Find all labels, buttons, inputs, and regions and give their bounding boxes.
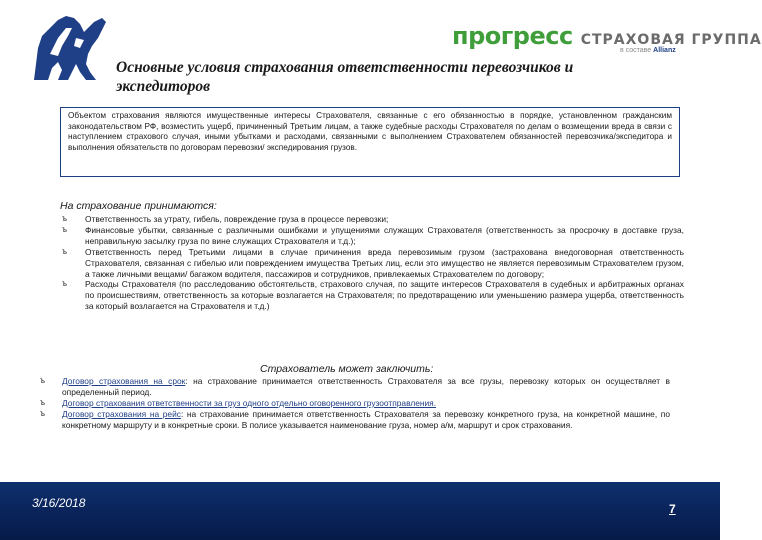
list-item: [62, 279, 684, 312]
brand-name: прогресс: [452, 22, 573, 50]
contract-trip-link[interactable]: Договор страхования на рейс: [62, 408, 181, 419]
contract-term-link[interactable]: Договор страхования на срок: [62, 376, 186, 386]
list-item-text: : на страхование принимается ответственность Страхователя за перевозку конкретного груза, на конкретной машине, по конкретному маршруту и в конкретные сроки. В полисе указывается наименование груза, номер а/м, маршрут и срок страхования.: [62, 408, 670, 430]
list-item: [40, 398, 670, 409]
page-title: Основные условия страхования ответственности перевозчиков и экспедиторов: [116, 59, 574, 95]
coverage-list: [62, 214, 684, 312]
list-item: [62, 247, 684, 280]
list-item: [40, 376, 670, 398]
list-item: [62, 225, 684, 247]
bullet-icon: ъ: [62, 279, 67, 289]
list-item-text: Финансовые убытки, связанные с различными ошибками и упущениями служащих Страхователя (ответственность за просрочку в доставке груза, неправильную засылку груза по вине служащих Страхователя и т.д.);: [85, 224, 684, 246]
contract-types-list: [40, 376, 670, 431]
list-item-text: Расходы Страхователя (по расследованию обстоятельств, страхового случая, по защите интересов Страхователя в судебных и арбитражных органах по происшествиям, ответственность за которые возлагается на Страхователя; по предотвращению или уменьшению размера ущерба, ответственность за который возлагается на Страхователя и т.д.): [85, 279, 684, 312]
brand-wordmark: [452, 22, 762, 52]
list-item: [40, 409, 670, 431]
brand-group: СТРАХОВАЯ ГРУППА: [580, 32, 762, 48]
bullet-icon: ъ: [40, 376, 45, 385]
bullet-icon: ъ: [62, 246, 67, 256]
bullet-icon: ъ: [62, 214, 67, 223]
brand-sub-partner: Allianz: [653, 47, 676, 54]
contract-single-shipment-link[interactable]: Договор страхования ответственности за груз одного отдельно оговоренного грузоотправления.: [62, 397, 437, 408]
bullet-icon: ъ: [40, 408, 45, 418]
list-item-text: Ответственность за утрату, гибель, повреждение груза в процессе перевозки;: [85, 214, 389, 224]
definition-box: Объектом страхования являются имущественные интересы Страхователя, связанные с его обязанностью в порядке, установленном гражданским законодательством РФ, возместить ущерб, причиненный Третьим лицам, а также судебные расходы Страхователя по делам о возмещении вреда в связи с наступлением страхового случая, иными убытками и расходами, связанными с выполнением Страхователем обязанностей перевозчика/экспедитора и выполнения обязательств по договорам перевозки/ экспедирования грузов.: [60, 107, 680, 177]
section-heading-coverage: На страхование принимаются:: [60, 200, 217, 212]
section-heading-contracts: Страхователь может заключить:: [260, 363, 434, 375]
list-item: [62, 214, 684, 225]
bullet-icon: ъ: [62, 224, 67, 234]
footer-bar: [0, 482, 720, 540]
griffin-logo-icon: [28, 14, 108, 82]
brand-subtitle: [620, 47, 676, 54]
brand-sub-prefix: в составе: [620, 47, 652, 54]
footer-date: 3/16/2018: [32, 496, 86, 510]
bullet-icon: ъ: [40, 397, 45, 407]
list-item-text: : на страхование принимается ответственность Страхователя за все грузы, перевозку которых он осуществляет в определенный период.: [62, 376, 670, 397]
list-item-text: Ответственность перед Третьими лицами в случае причинения вреда перевозимым грузом (застрахована внедоговорная ответственность Страхователя, связанная с гибелью или повреждением имущества Третьих лиц, если это имущество не является перевозимым Страхователем грузом, а также личными вещами/ багажом водителя, пассажиров и сотрудников, привлекаемых Страхователем по договору;: [85, 246, 684, 279]
page-number: 7: [669, 502, 676, 516]
